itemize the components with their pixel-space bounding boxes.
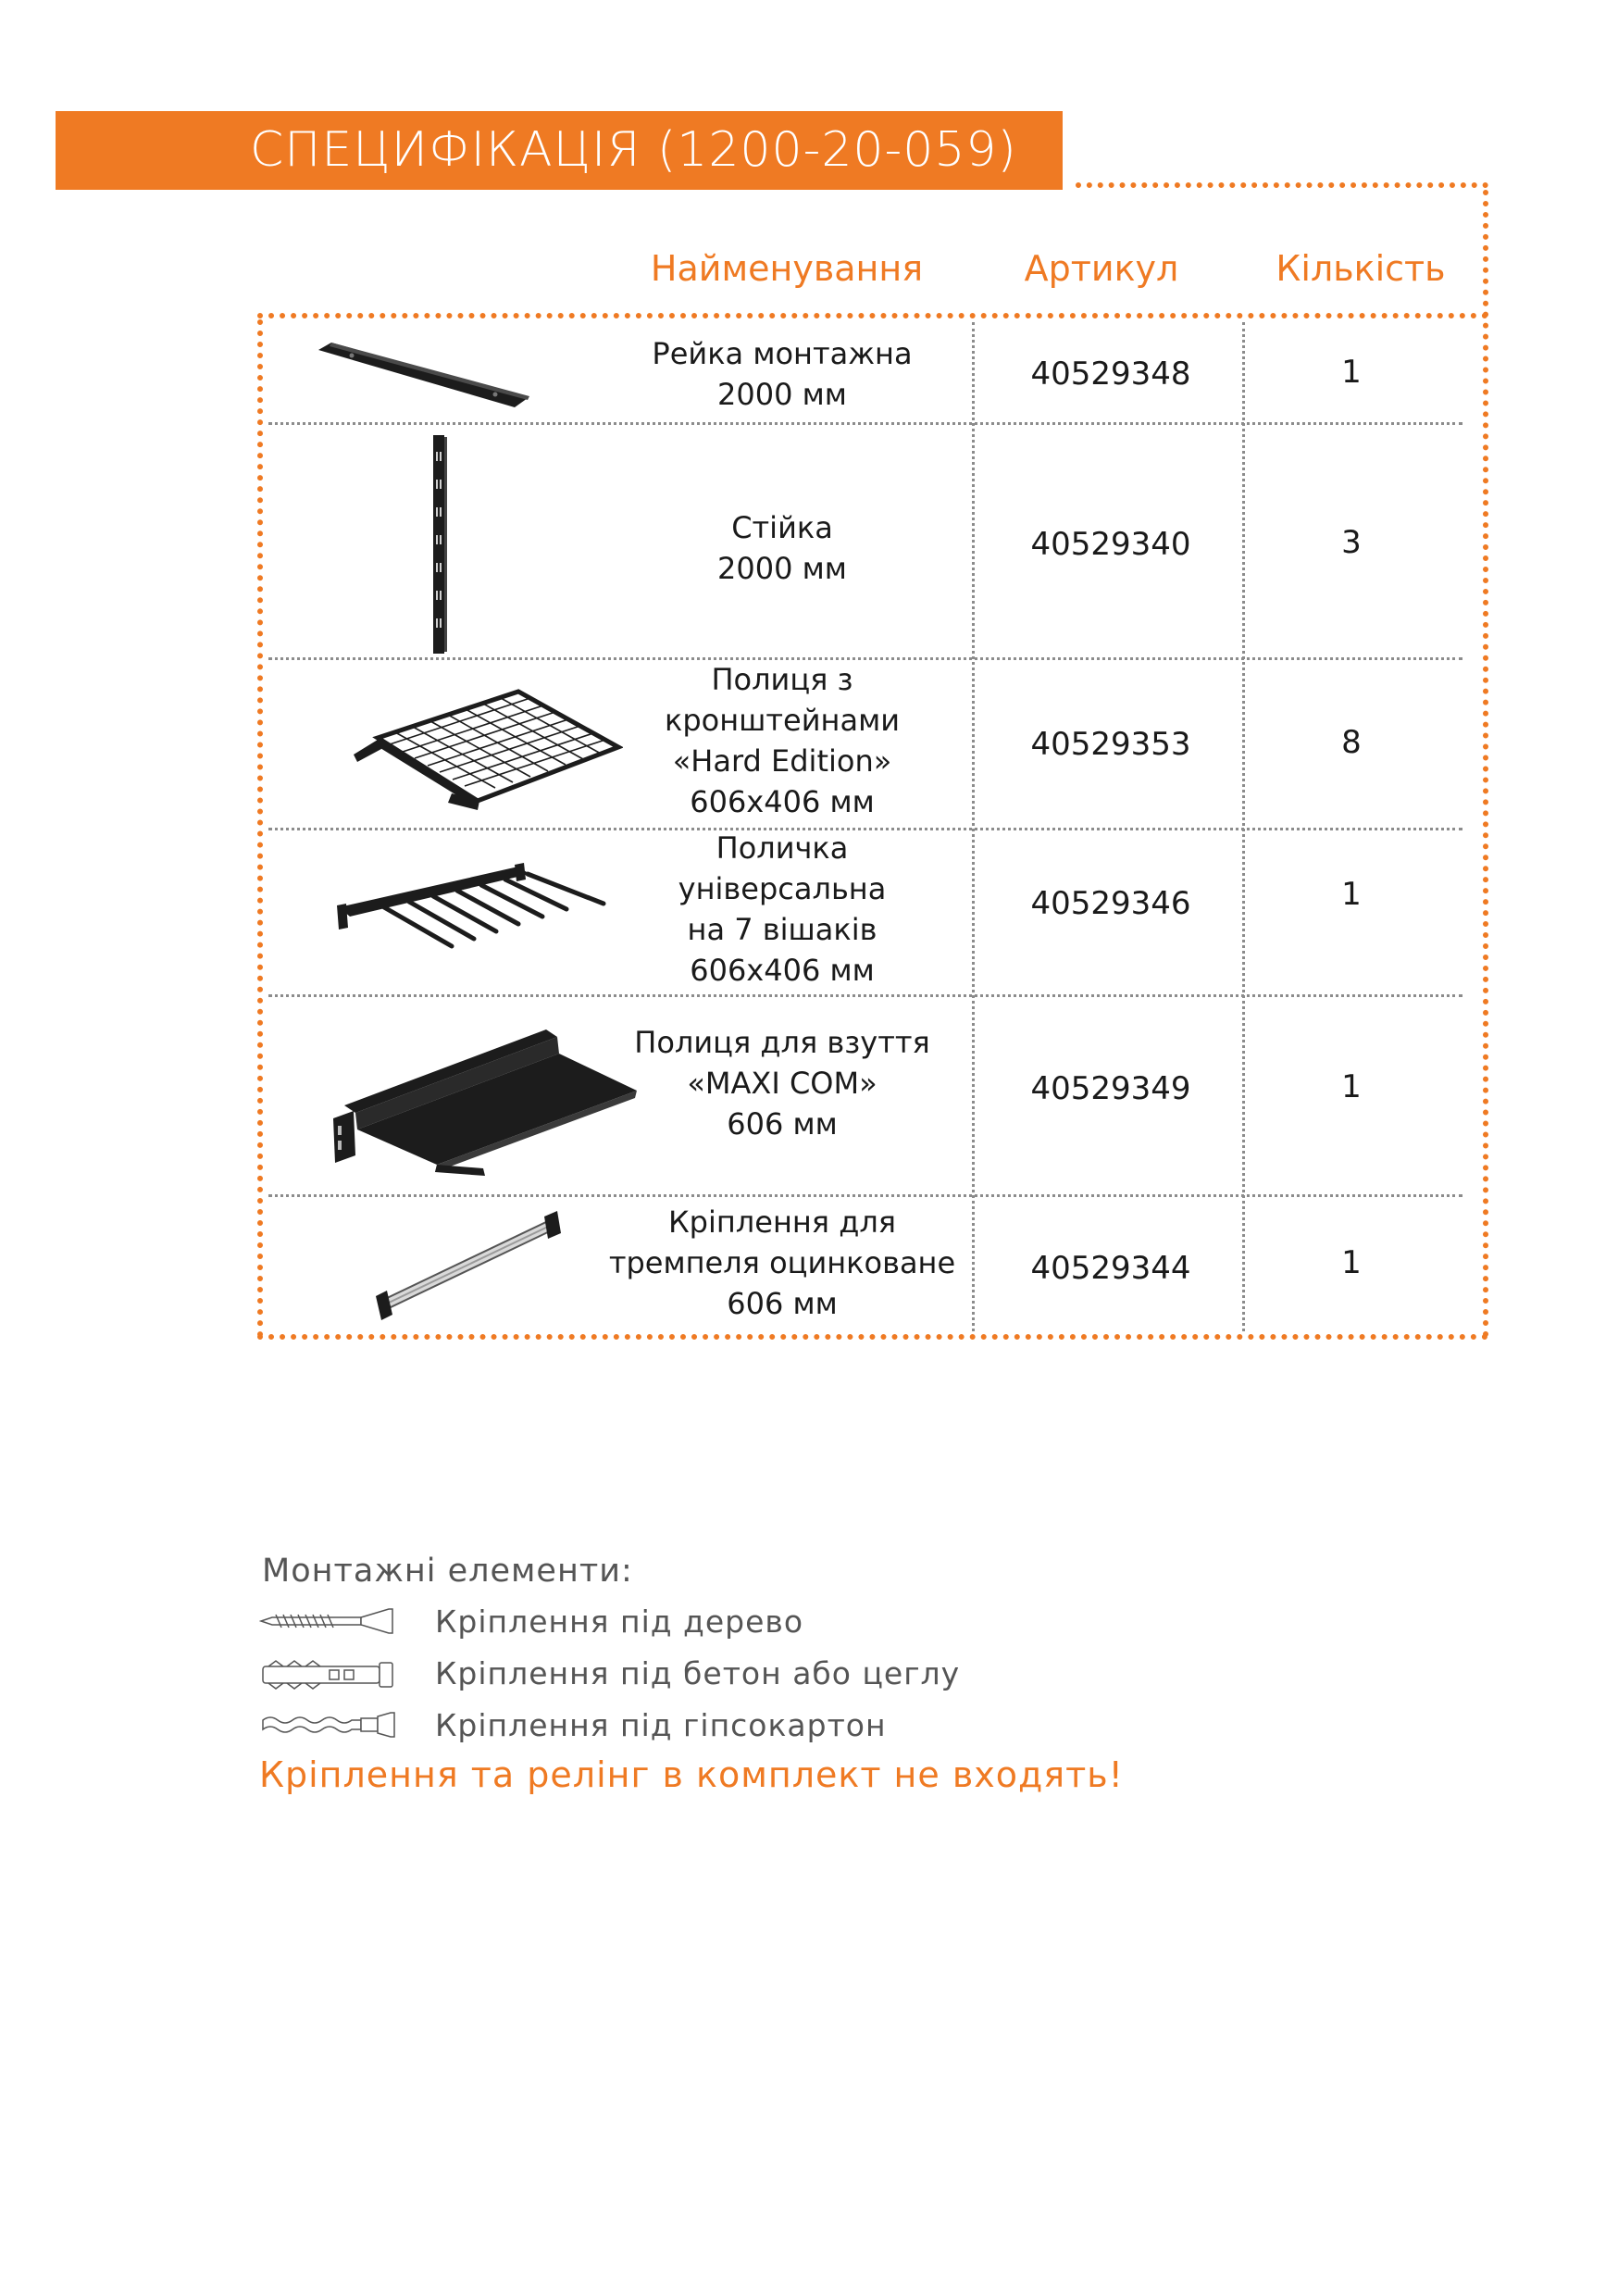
item-quantity: 1	[1341, 876, 1362, 913]
column-header-name: Найменування	[650, 248, 924, 289]
item-article: 40529344	[1030, 1250, 1191, 1287]
frame-top-dots	[1076, 182, 1488, 193]
drywall-anchor-icon	[259, 1711, 398, 1739]
item-name: Полиця з кронштейнами «Hard Edition» 606х406 мм	[664, 662, 900, 819]
mounting-label: Кріплення під гіпсокартон	[435, 1707, 887, 1743]
upright-icon	[426, 433, 454, 655]
not-included-note: Кріплення та релінг в комплект не входять!	[259, 1754, 1124, 1795]
frame-right-dots	[1483, 190, 1494, 1338]
table-row	[268, 1196, 1472, 1333]
mounting-label: Кріплення під дерево	[435, 1603, 804, 1640]
hanger-rack-icon	[333, 861, 616, 963]
item-article: 40529340	[1030, 526, 1191, 563]
table-row	[268, 324, 1472, 422]
item-article: 40529353	[1030, 726, 1191, 763]
item-article: 40529349	[1030, 1070, 1191, 1107]
item-name: Стійка 2000 мм	[717, 510, 847, 586]
item-name: Поличка універсальна на 7 вішаків 606х406 мм	[678, 830, 887, 988]
item-quantity: 1	[1341, 354, 1362, 391]
column-header-article: Артикул	[1024, 248, 1179, 289]
mounting-label: Кріплення під бетон або цеглу	[435, 1655, 961, 1691]
item-name: Полиця для взуття «MAXI COM» 606 мм	[634, 1025, 930, 1142]
column-header-quantity: Кількість	[1276, 248, 1446, 289]
table-row	[268, 659, 1472, 828]
concrete-anchor-icon	[259, 1659, 398, 1691]
page-title: СПЕЦИФІКАЦІЯ (1200-20-059)	[250, 122, 1017, 178]
mounting-title: Монтажні елементи:	[262, 1553, 633, 1590]
table-row	[268, 996, 1472, 1194]
item-quantity: 3	[1341, 524, 1362, 561]
item-name: Рейка монтажна 2000 мм	[652, 336, 913, 412]
item-article: 40529346	[1030, 885, 1191, 922]
item-article: 40529348	[1030, 356, 1191, 393]
table-row	[268, 424, 1472, 657]
table-row	[268, 830, 1472, 994]
table-top-dots	[257, 313, 1488, 324]
wood-screw-icon	[259, 1607, 398, 1635]
item-quantity: 1	[1341, 1244, 1362, 1281]
mounting-rail-icon	[315, 337, 537, 411]
item-quantity: 1	[1341, 1068, 1362, 1105]
title-bar	[56, 111, 1063, 190]
table-bottom-dots	[257, 1334, 1488, 1345]
wire-shelf-icon	[350, 682, 623, 812]
table-left-dots	[257, 319, 268, 1338]
item-name: Кріплення для тремпеля оцинковане 606 мм	[608, 1204, 956, 1321]
item-quantity: 8	[1341, 724, 1362, 761]
hanger-bar-icon	[372, 1211, 566, 1322]
